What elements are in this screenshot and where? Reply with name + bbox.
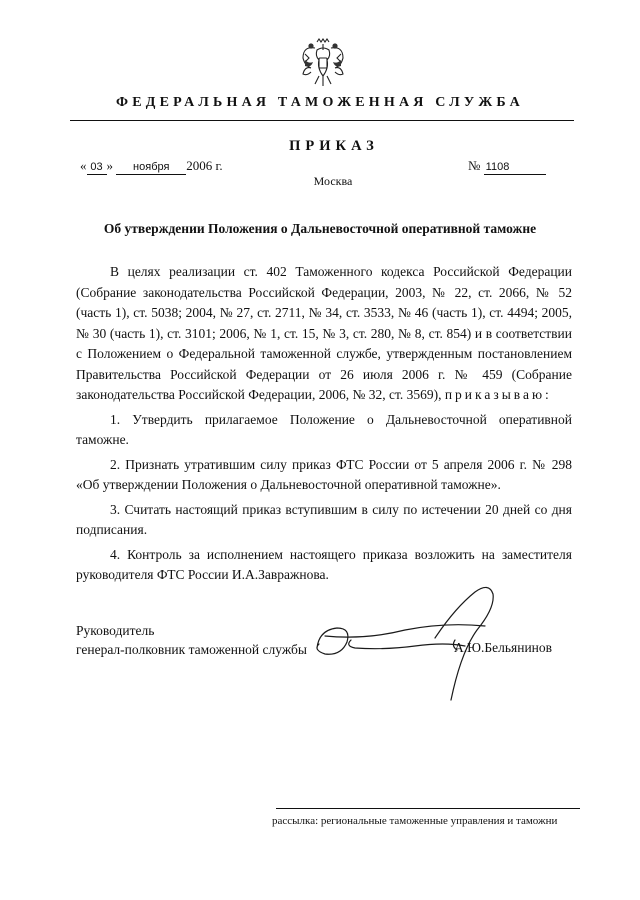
number-value: 1108 xyxy=(484,161,546,175)
order-item-1: 1. Утвердить прилагаемое Положение о Дальневосточной оперативной таможне. xyxy=(76,411,572,447)
date-year-suffix: г. xyxy=(215,158,223,173)
order-title: ПРИКАЗ xyxy=(289,138,379,154)
signatory-role-line-2: генерал-полковник таможенной службы xyxy=(76,642,307,657)
footer-divider xyxy=(276,808,580,809)
date-day: 03 xyxy=(87,161,107,175)
order-city: Москва xyxy=(313,174,353,188)
number-prefix: № xyxy=(468,158,481,173)
date-year: 2006 xyxy=(186,158,213,173)
signatory-role xyxy=(76,621,307,659)
coat-of-arms-icon xyxy=(301,36,345,90)
distribution-list: рассылка: региональные таможенные управления и таможни xyxy=(272,815,558,827)
order-item-2: 2. Признать утратившим силу приказ ФТС России от 5 апреля 2006 г. № 298 «Об утверждении Положения о Дальневосточной оперативной таможне». xyxy=(76,456,572,492)
order-item-4: 4. Контроль за исполнением настоящего приказа возложить на заместителя руководителя ФТС России И.А.Завражнова. xyxy=(76,546,572,582)
preamble-paragraph xyxy=(76,262,572,406)
order-item-3: 3. Считать настоящий приказ вступившим в силу по истечении 20 дней со дня подписания. xyxy=(76,501,572,537)
agency-name: ФЕДЕРАЛЬНАЯ ТАМОЖЕННАЯ СЛУЖБА xyxy=(116,95,524,110)
order-date xyxy=(80,158,223,175)
signatory-role-line-1: Руководитель xyxy=(76,623,155,638)
signatory-name: А.Ю.Бельянинов xyxy=(454,640,553,655)
preamble-text: В целях реализации ст. 402 Таможенного кодекса Российской Федерации (Собрание законодательства Российской Федерации, 2003, № 22, ст. 2066, № 52 (часть 1), ст. 5038; 2004, № 27, ст. 2711, № 34, ст. 3533, № 46 (часть 1), ст. 4494; 2005, № 30 (часть 1), ст. 3101; 2006, № 1, ст. 15, № 3, ст. 280, № 8, ст. 854) и в соответствии с Положением о Федеральной таможенной службе, утвержденным постановлением Правительства Российской Федерации от 26 июля 2006 г. № 459 (Собрание законодательства Российской Федерации, 2006, № 32, ст. 3569), xyxy=(76,264,572,402)
header-divider xyxy=(70,120,574,121)
date-open-quote: « xyxy=(80,158,87,173)
order-number xyxy=(468,158,546,175)
order-subject: Об утверждении Положения о Дальневосточной оперативной таможне xyxy=(103,221,537,236)
order-body xyxy=(76,262,572,586)
date-close-quote: » xyxy=(106,158,113,173)
date-month: ноября xyxy=(116,161,186,175)
directive-word: приказываю: xyxy=(444,387,552,402)
